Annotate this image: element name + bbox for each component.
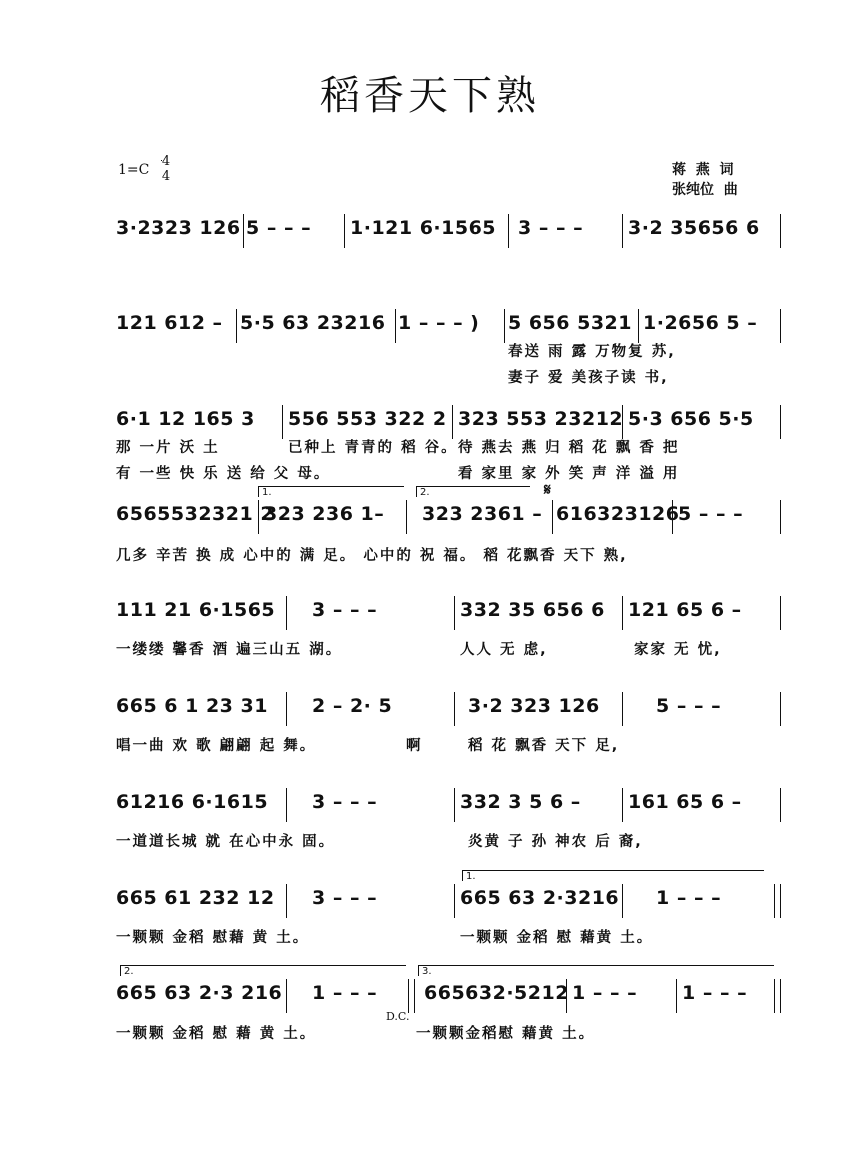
- bar-line: [236, 309, 237, 343]
- measure-notes: 556 553 322 2: [288, 408, 447, 430]
- measure-notes: 5·5 63 23216: [240, 312, 386, 334]
- measure-notes: 3·2 323 126: [468, 695, 600, 717]
- bar-line: [780, 884, 781, 918]
- bar-line: [414, 979, 415, 1013]
- measure-notes: 323 236 1–: [264, 503, 385, 525]
- measure-notes: 1 – – –: [682, 982, 748, 1004]
- lyric-text: 家家 无 忧,: [634, 642, 722, 658]
- lyric-text: 一颗颗 金稻 慰藉 黄 土。: [116, 930, 310, 946]
- lyric-text: 一缕缕 馨香 酒 遍三山五 湖。: [116, 642, 343, 658]
- lyric-text: 看 家里 家 外 笑 声 洋 溢 用: [458, 466, 680, 482]
- credits: [672, 160, 738, 200]
- measure-notes: 332 3 5 6 –: [460, 791, 581, 813]
- measure-notes: 3 – – –: [312, 887, 378, 909]
- bar-line: [504, 309, 505, 343]
- bar-line: [566, 979, 567, 1013]
- bar-line: [780, 214, 781, 248]
- key-signature: [118, 154, 171, 184]
- bar-line: [780, 309, 781, 343]
- measure-notes: 111 21 6·1565: [116, 599, 276, 621]
- measure-notes: 5 656 5321: [508, 312, 632, 334]
- bar-line: [258, 500, 259, 534]
- lyric-line: [116, 544, 782, 566]
- bar-line: [286, 884, 287, 918]
- lyric-text: 一颗颗 金稻 慰 藉 黄 土。: [116, 1026, 317, 1042]
- measure-notes: 1·121 6·1565: [350, 217, 497, 239]
- bar-line: [286, 596, 287, 630]
- measure-notes: 665 63 2·3 216: [116, 982, 283, 1004]
- key-label: 1=C: [118, 162, 150, 178]
- lyric-text: 人人 无 虑,: [460, 642, 548, 658]
- measure-notes: 5 – – –: [656, 695, 722, 717]
- bar-line: [774, 979, 775, 1013]
- measure-notes: 121 65 6 –: [628, 599, 742, 621]
- composer: 张纯位 曲: [672, 182, 738, 198]
- score-line: [116, 208, 782, 248]
- bar-line: [344, 214, 345, 248]
- score-line: [116, 590, 782, 630]
- measure-notes: 323 2361 –: [422, 503, 543, 525]
- measure-notes: 665632·5212: [424, 982, 569, 1004]
- lyric-line: [116, 926, 782, 948]
- bar-line: [454, 788, 455, 822]
- bar-line: [243, 214, 244, 248]
- bar-line: [780, 788, 781, 822]
- score-line: [116, 782, 782, 822]
- bar-line: [780, 596, 781, 630]
- volta-bracket: 1.: [258, 486, 404, 497]
- lyric-line: [116, 1022, 782, 1044]
- bar-line: [286, 788, 287, 822]
- time-top: 4: [161, 154, 171, 169]
- volta-bracket: 1.: [462, 870, 764, 881]
- score-line: [116, 303, 782, 343]
- lyric-line: [116, 436, 782, 458]
- measure-notes: 5 – – –: [246, 217, 312, 239]
- bar-line: [780, 692, 781, 726]
- lyric-line: [116, 830, 782, 852]
- lyric-text: 几多 辛苦 换 成 心中的 满 足。 心中的 祝 福。 稻 花飘香 天下 熟,: [116, 548, 628, 564]
- lyric-text: 一颗颗 金稻 慰 藉黄 土。: [460, 930, 654, 946]
- bar-line: [395, 309, 396, 343]
- bar-line: [676, 979, 677, 1013]
- bar-line: [672, 500, 673, 534]
- bar-line: [622, 884, 623, 918]
- bar-line: [406, 500, 407, 534]
- dc-mark: D.C.: [386, 1010, 410, 1023]
- lyric-text: 妻子 爱 美孩子读 书,: [508, 370, 669, 386]
- score-line: [116, 494, 782, 534]
- measure-notes: 323 553 23212: [458, 408, 624, 430]
- bar-line: [774, 884, 775, 918]
- measure-notes: 3·2323 126: [116, 217, 241, 239]
- time-bottom: 4: [161, 169, 171, 184]
- bar-line: [454, 692, 455, 726]
- bar-line: [622, 596, 623, 630]
- bar-line: [454, 596, 455, 630]
- segno-sign: 𝄋: [544, 480, 551, 499]
- measure-notes: 3 – – –: [312, 599, 378, 621]
- measure-notes: 1 – – –: [572, 982, 638, 1004]
- score-line: [116, 399, 782, 439]
- measure-notes: 3·2 35656 6: [628, 217, 760, 239]
- bar-line: [454, 884, 455, 918]
- lyric-text: 啊: [406, 738, 423, 754]
- measure-notes: 3 – – –: [312, 791, 378, 813]
- volta-bracket: 3.: [418, 965, 774, 976]
- measure-notes: 5 – – –: [678, 503, 744, 525]
- lyric-line: [116, 734, 782, 756]
- lyric-text: 唱一曲 欢 歌 翩翩 起 舞。: [116, 738, 317, 754]
- measure-notes: 665 63 2·3216: [460, 887, 620, 909]
- bar-line: [552, 500, 553, 534]
- measure-notes: 121 612 –: [116, 312, 223, 334]
- bar-line: [408, 979, 409, 1013]
- lyric-text: 一道道长城 就 在心中永 固。: [116, 834, 336, 850]
- bar-line: [452, 405, 453, 439]
- bar-line: [622, 788, 623, 822]
- bar-line: [780, 500, 781, 534]
- measure-notes: 3 – – –: [518, 217, 584, 239]
- lyric-text: 春送 雨 露 万物复 苏,: [508, 344, 676, 360]
- lyric-line: [116, 462, 782, 484]
- lyricist: 蒋 燕 词: [672, 162, 734, 178]
- bar-line: [622, 214, 623, 248]
- measure-notes: 2 – 2· 5: [312, 695, 393, 717]
- measure-notes: 1 – – – ): [398, 312, 480, 334]
- bar-line: [508, 214, 509, 248]
- measure-notes: 61216 6·1615: [116, 791, 269, 813]
- lyric-line: [116, 638, 782, 660]
- measure-notes: 1 – – –: [312, 982, 378, 1004]
- bar-line: [780, 979, 781, 1013]
- measure-notes: 161 65 6 –: [628, 791, 742, 813]
- volta-bracket: 2.: [120, 965, 406, 976]
- measure-notes: 665 6 1 23 31: [116, 695, 268, 717]
- score-line: [116, 686, 782, 726]
- measure-notes: 1·2656 5 –: [643, 312, 758, 334]
- measure-notes: 6565532321 2: [116, 503, 275, 525]
- measure-notes: 616323126: [556, 503, 680, 525]
- lyric-text: 那 一片 沃 土: [116, 440, 220, 456]
- score-line: [116, 973, 782, 1013]
- measure-notes: 6·1 12 165 3: [116, 408, 255, 430]
- lyric-text: 稻 花 飘香 天下 足,: [468, 738, 620, 754]
- bar-line: [286, 692, 287, 726]
- measure-notes: 1 – – –: [656, 887, 722, 909]
- lyric-line: [116, 340, 782, 362]
- lyric-text: 一颗颗金稻慰 藉黄 土。: [416, 1026, 596, 1042]
- lyric-text: 待 燕去 燕 归 稻 花 飘 香 把: [458, 440, 680, 456]
- measure-notes: 332 35 656 6: [460, 599, 605, 621]
- bar-line: [282, 405, 283, 439]
- lyric-text: 有 一些 快 乐 送 给 父 母。: [116, 466, 331, 482]
- measure-notes: 5·3 656 5·5: [628, 408, 754, 430]
- bar-line: [622, 692, 623, 726]
- bar-line: [780, 405, 781, 439]
- lyric-text: 已种上 青青的 稻 谷。: [288, 440, 458, 456]
- bar-line: [638, 309, 639, 343]
- score-line: [116, 878, 782, 918]
- bar-line: [622, 405, 623, 439]
- volta-bracket: 2.: [416, 486, 530, 497]
- time-signature: [160, 154, 172, 184]
- measure-notes: 665 61 232 12: [116, 887, 275, 909]
- lyric-line: [116, 366, 782, 388]
- lyric-text: 炎黄 子 孙 神农 后 裔,: [468, 834, 643, 850]
- page-title: 稻香天下熟: [320, 73, 540, 119]
- bar-line: [286, 979, 287, 1013]
